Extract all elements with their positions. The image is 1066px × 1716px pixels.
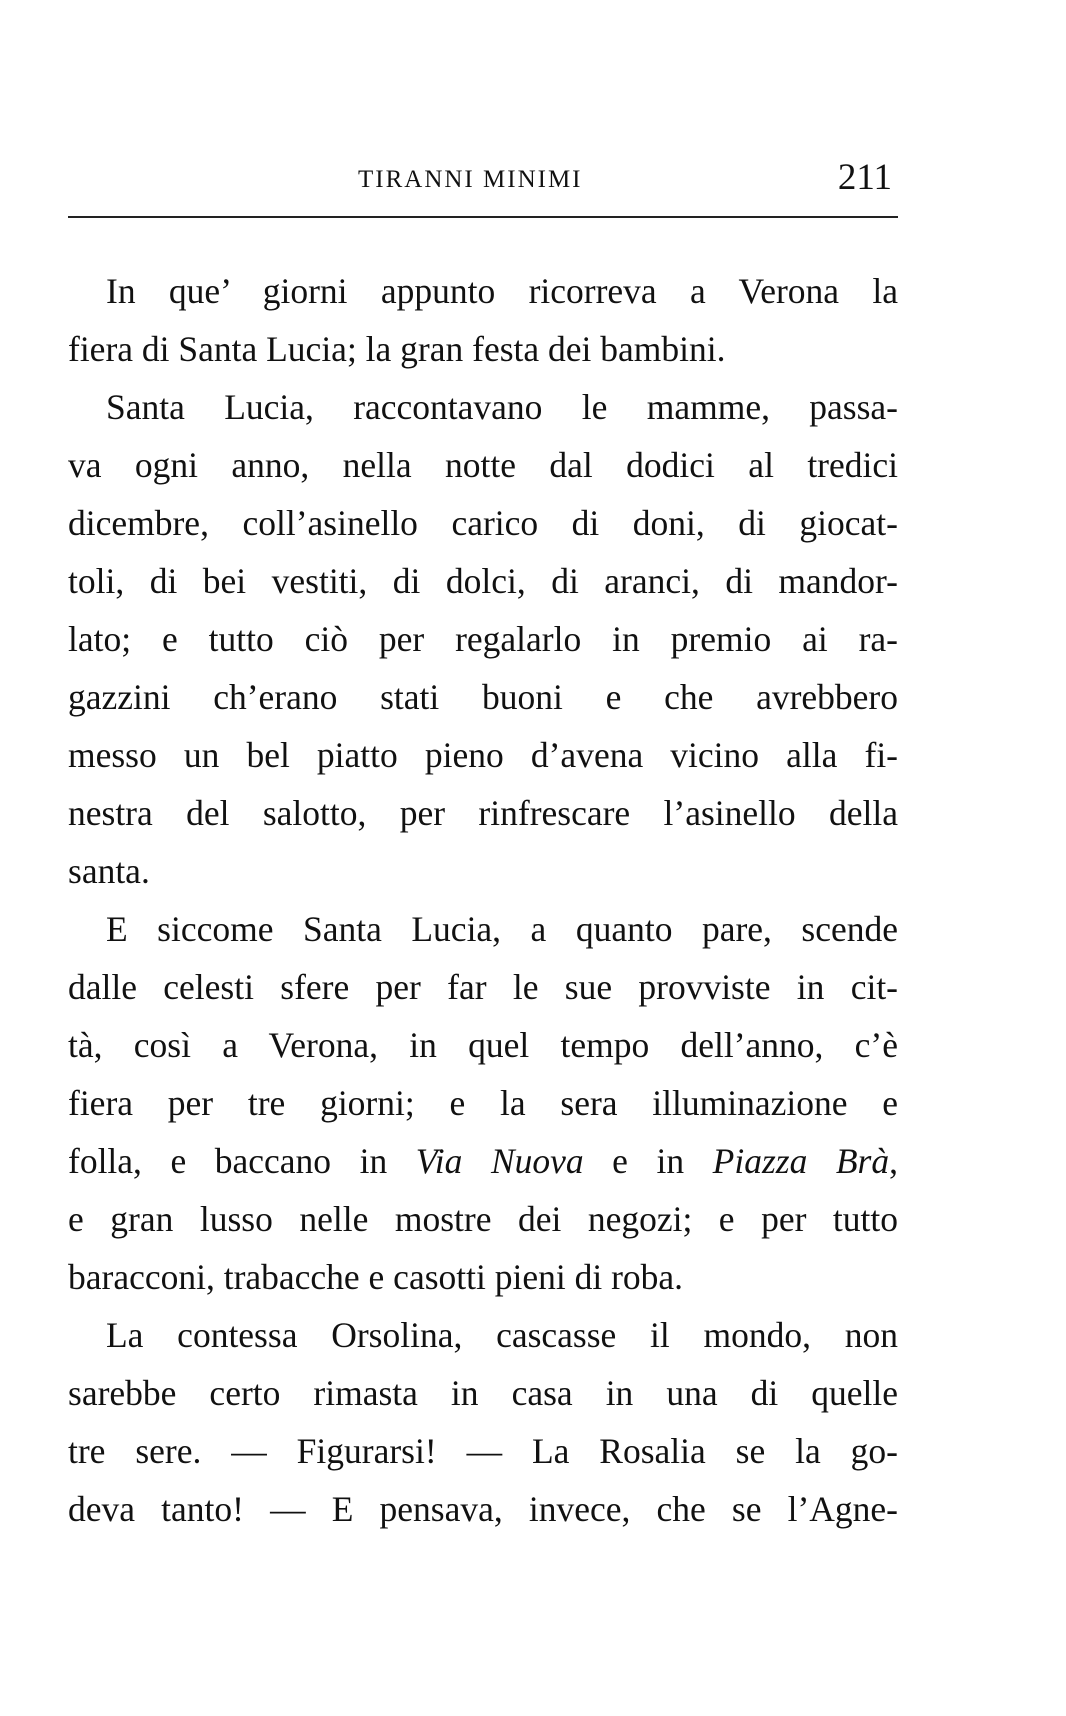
text-line: e gran lusso nelle mostre dei negozi; e per tutto xyxy=(68,1199,898,1239)
page-number: 211 xyxy=(837,157,892,198)
text-line: E siccome Santa Lucia, a quanto pare, scende xyxy=(106,909,898,949)
text-line: Santa Lucia, raccontavano le mamme, passa- xyxy=(106,387,898,427)
text-line: sarebbe certo rimasta in casa in una di quelle xyxy=(68,1373,898,1413)
text-line: dicembre, coll’asinello carico di doni, di giocat- xyxy=(68,503,898,543)
text-line: dalle celesti sfere per far le sue provviste in cit- xyxy=(68,967,898,1007)
text-line: gazzini ch’erano stati buoni e che avrebbero xyxy=(68,677,898,717)
text-line: nestra del salotto, per rinfrescare l’asinello della xyxy=(68,793,898,833)
text-line: folla, e baccano in Via Nuova e in Piazza Brà, xyxy=(68,1141,898,1181)
text-line: baracconi, trabacche e casotti pieni di roba. xyxy=(68,1257,684,1297)
text-line: fiera per tre giorni; e la sera illuminazione e xyxy=(68,1083,898,1123)
text-line: deva tanto! — E pensava, invece, che se l’Agne- xyxy=(68,1489,898,1529)
text-line: messo un bel piatto pieno d’avena vicino alla fi- xyxy=(68,735,898,775)
text-line: santa. xyxy=(68,851,150,891)
header-rule xyxy=(68,216,898,218)
text-line: va ogni anno, nella notte dal dodici al tredici xyxy=(68,445,898,485)
text-line: toli, di bei vestiti, di dolci, di aranci, di mandor- xyxy=(68,561,898,601)
text-line: tre sere. — Figurarsi! — La Rosalia se la go- xyxy=(68,1431,898,1471)
page-header xyxy=(68,156,898,204)
text-line: La contessa Orsolina, cascasse il mondo, non xyxy=(106,1315,898,1355)
text-line: tà, così a Verona, in quel tempo dell’anno, c’è xyxy=(68,1025,898,1065)
body-text xyxy=(68,262,898,1538)
text-line: lato; e tutto ciò per regalarlo in premio ai ra- xyxy=(68,619,898,659)
text-line: In que’ giorni appunto ricorreva a Verona la xyxy=(106,271,898,311)
text-line: fiera di Santa Lucia; la gran festa dei bambini. xyxy=(68,329,726,369)
running-title: TIRANNI MINIMI xyxy=(358,166,583,193)
